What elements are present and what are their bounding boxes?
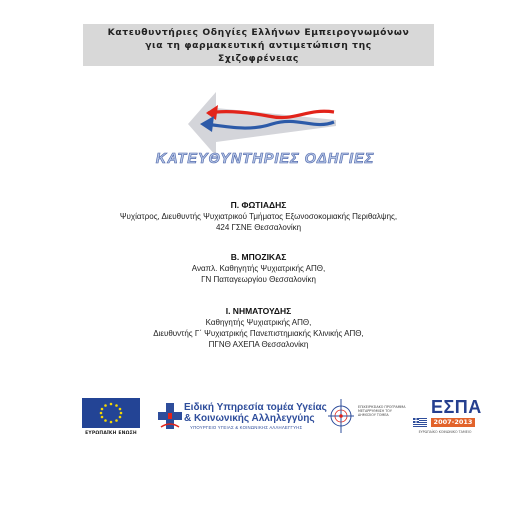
author-affiliation-2b: ΓΝ Παπαγεωργίου Θεσσαλονίκη [201,275,316,284]
health-service-title [184,402,327,424]
author-block-3 [40,306,477,350]
author-affiliation-3a: Καθηγητής Ψυχιατρικής ΑΠΘ, [205,318,312,327]
health-service-title-2: & Κοινωνικής Αλληλεγγύης [184,413,315,424]
title-line-2: για τη φαρμακευτική αντιμετώπιση της [145,40,372,51]
guidelines-arrows-logo [186,86,346,156]
guidelines-logo-text [137,150,393,166]
author-affiliation-3c: ΠΓΝΘ ΑΧΕΠΑ Θεσσαλονίκη [208,340,309,349]
health-service-subtitle: ΥΠΟΥΡΓΕΙΟ ΥΓΕΙΑΣ & ΚΟΙΝΩΝΙΚΗΣ ΑΛΛΗΛΕΓΓΥΗΣ [190,425,303,430]
espa-years-badge: 2007-2013 [431,418,475,427]
title-line-1: Κατευθυντήριες Οδηγίες Ελλήνων Εμπειρογνωμόνων [107,27,410,38]
health-service-title-1: Ειδική Υπηρεσία τομέα Υγείας [184,402,327,413]
eu-label: ΕΥΡΩΠΑΪΚΗ ΕΝΩΣΗ [85,431,137,436]
author-block-1 [40,200,477,233]
author-name-1: Π. ΦΩΤΙΑΔΗΣ [230,200,287,210]
author-name-3: Ι. ΝΗΜΑΤΟΥΔΗΣ [225,306,292,316]
greek-flag-icon [413,418,427,427]
logo-wordmark: ΚΑΤΕΥΘΥΝΤΗΡΙΕΣ ΟΔΗΓΙΕΣ [155,151,375,166]
author-affiliation-3b: Διευθυντής Γ΄ Ψυχιατρικής Πανεπιστημιακής Κλινικής ΑΠΘ, [153,329,364,338]
document-title-band [83,24,434,66]
espa-logo-word: ΕΣΠΑ [431,397,482,417]
author-name-2: Β. ΜΠΟΖΙΚΑΣ [230,252,287,262]
author-block-2 [40,252,477,285]
programme-compass-icon [326,397,356,435]
espa-subtitle: ΕΥΡΩΠΑΪΚΟ ΚΟΙΝΩΝΙΚΟ ΤΑΜΕΙΟ [418,430,472,434]
health-service-cross-icon [157,401,183,431]
author-affiliation-1b: 424 ΓΣΝΕ Θεσσαλονίκη [215,223,302,232]
author-affiliation-1a: Ψυχίατρος, Διευθυντής Ψυχιατρικού Τμήματος Εξωνοσοκομιακής Περιθαλψης, [119,212,398,221]
eu-flag-icon [82,398,140,428]
author-affiliation-2a: Αναπλ. Καθηγητής Ψυχιατρικής ΑΠΘ, [191,264,326,273]
title-line-3: Σχιζοφρένειας [218,53,299,64]
programme-label: ΕΠΙΧΕΙΡΗΣΙΑΚΟ ΠΡΟΓΡΑΜΜΑ ΜΕΤΑΡΡΥΘΜΙΣΗ ΤΟΥ ΔΗΜΟΣΙΟΥ ΤΟΜΕΑ [358,405,406,418]
